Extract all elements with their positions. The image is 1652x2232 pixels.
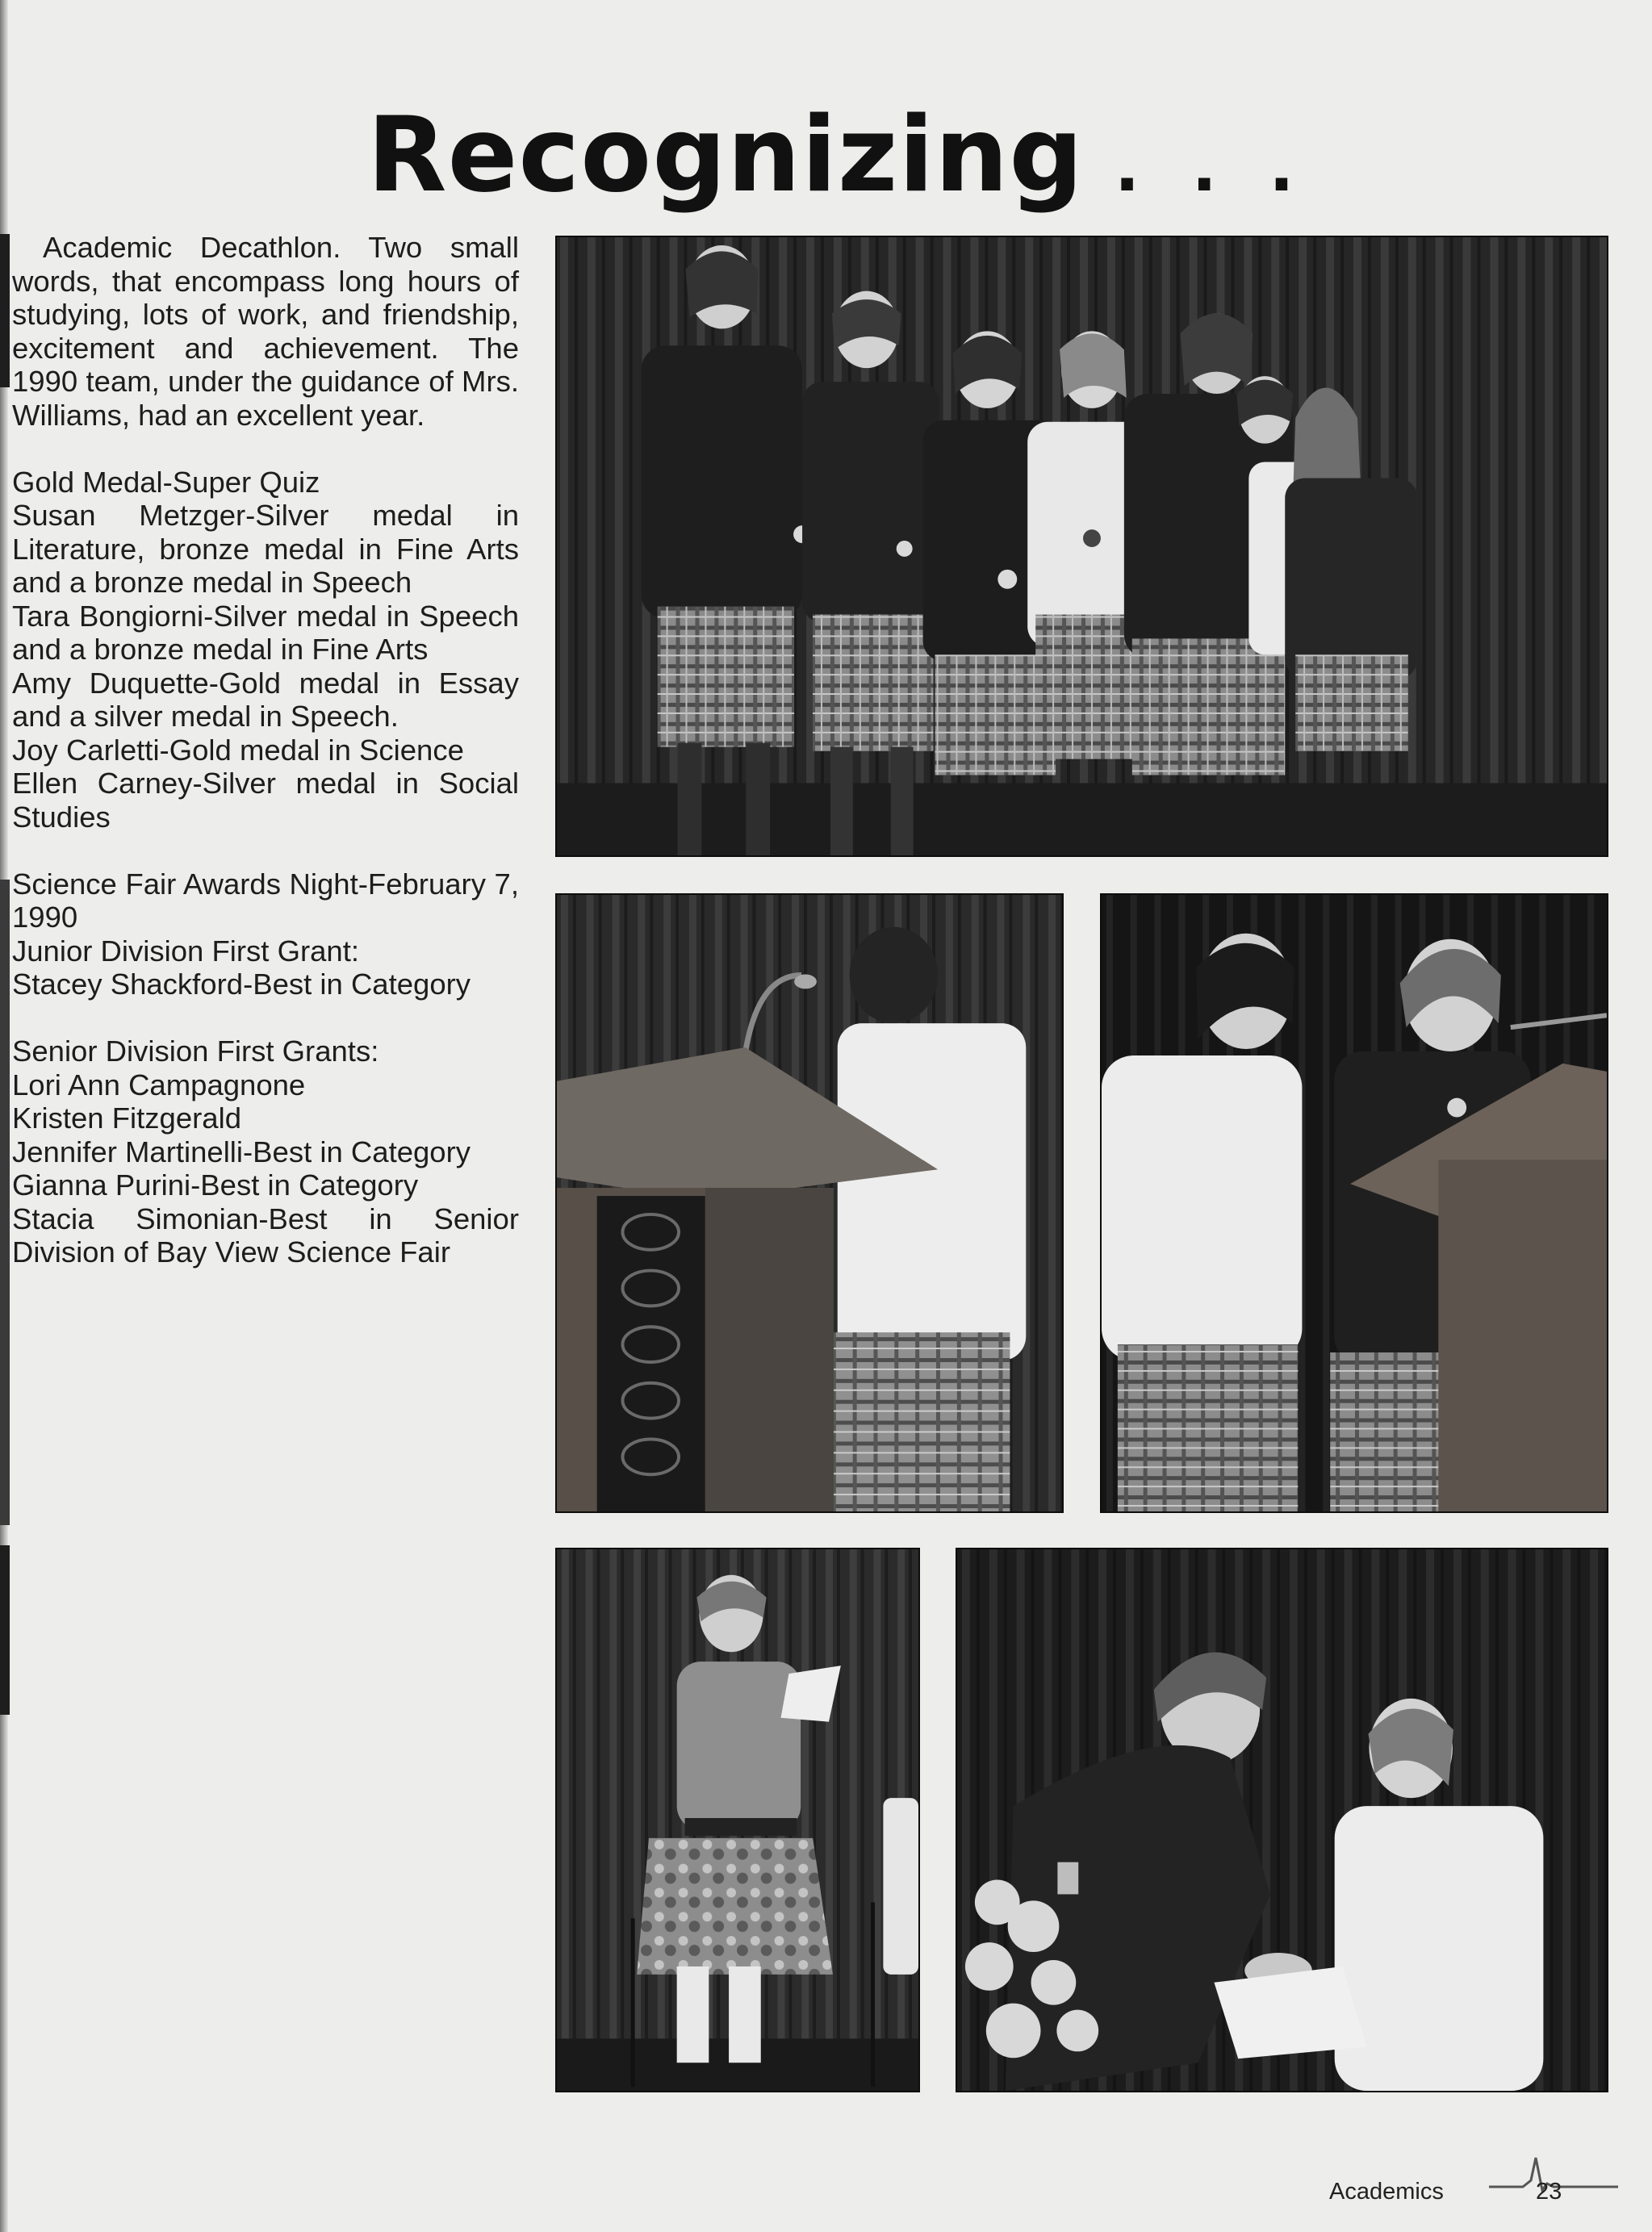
binding-mark bbox=[0, 234, 10, 387]
title-text: Recognizing bbox=[367, 95, 1084, 215]
senior-division-item: Kristen Fitzgerald bbox=[12, 1101, 241, 1135]
intro-paragraph: Academic Decathlon. Two small words, that encompass long hours of studying, lots of work, and friendship, excitement and achievement. The 1990 team, under the guidance of Mrs. Williams, had an excellent year. bbox=[12, 231, 519, 432]
decathlon-item: Susan Metzger-Silver medal in Literature, bronze medal in Fine Arts and a bronze medal in Speech bbox=[12, 499, 519, 599]
science-fair-item: Junior Division First Grant: bbox=[12, 934, 359, 968]
title-ellipsis: . . . bbox=[1114, 130, 1309, 207]
photo-podium-speaker bbox=[555, 893, 1064, 1513]
senior-division-heading: Senior Division First Grants: bbox=[12, 1034, 379, 1068]
photo-teacher-applauding bbox=[555, 1548, 920, 2092]
decathlon-item: Amy Duquette-Gold medal in Essay and a silver medal in Speech. bbox=[12, 666, 519, 733]
senior-division-item: Jennifer Martinelli-Best in Category bbox=[12, 1135, 471, 1168]
binding-mark bbox=[0, 1545, 10, 1715]
photo-two-presenters bbox=[1100, 893, 1608, 1513]
page-number: 23 bbox=[1536, 2179, 1562, 2205]
senior-division-item: Stacia Simonian-Best in Senior Division of Bay View Science Fair bbox=[12, 1202, 519, 1269]
photo-award-handshake bbox=[956, 1548, 1608, 2092]
decathlon-item: Ellen Carney-Silver medal in Social Studies bbox=[12, 767, 519, 834]
binding-mark bbox=[0, 880, 10, 1525]
section-label: Academics bbox=[1329, 2179, 1444, 2205]
page-title bbox=[367, 95, 1336, 229]
science-fair-item: Stacey Shackford-Best in Category bbox=[12, 968, 471, 1001]
senior-division-item: Lori Ann Campagnone bbox=[12, 1068, 306, 1101]
decathlon-item: Tara Bongiorni-Silver medal in Speech and a bronze medal in Fine Arts bbox=[12, 599, 519, 666]
senior-division-item: Gianna Purini-Best in Category bbox=[12, 1168, 419, 1202]
decathlon-item: Gold Medal-Super Quiz bbox=[12, 465, 320, 499]
science-fair-heading: Science Fair Awards Night-February 7, 1990 bbox=[12, 867, 519, 934]
article-text bbox=[12, 231, 519, 1269]
photo-decathlon-team bbox=[555, 236, 1608, 857]
decathlon-item: Joy Carletti-Gold medal in Science bbox=[12, 733, 464, 767]
